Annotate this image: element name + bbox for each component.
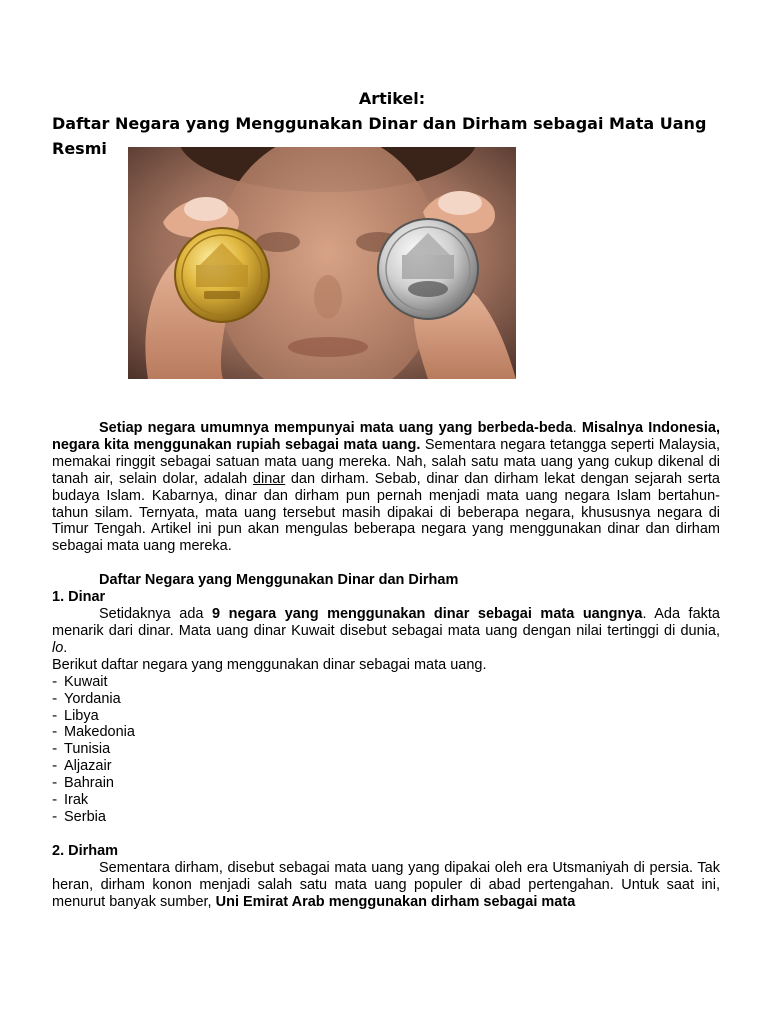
dinar-text-2: . Ada fakta menarik dari dinar. Mata uang dinar Kuwait disebut sebagai mata uang dengan nilai tertinggi di dunia, — [52, 606, 720, 639]
bullet-dash: - — [52, 707, 58, 724]
dirham-bold: Uni Emirat Arab menggunakan dirham sebagai mata — [215, 893, 576, 910]
country-name: Bahrain — [64, 775, 114, 792]
article-title: Daftar Negara yang Menggunakan Dinar dan Dirham sebagai Mata Uang Resmi — [52, 114, 707, 158]
country-name: Serbia — [64, 808, 106, 825]
country-list-item — [52, 809, 720, 826]
dirham-heading-text: 2. Dirham — [52, 842, 119, 859]
coins-photo — [128, 147, 516, 379]
section-title — [52, 572, 720, 589]
intro-text-1: . — [572, 420, 582, 436]
spacer — [52, 555, 720, 572]
country-list-item — [52, 792, 720, 809]
country-name: Irak — [64, 792, 89, 809]
country-name: Kuwait — [64, 673, 108, 690]
intro-bold-1: Setiap negara umumnya mempunyai mata uang yang berbeda-beda — [99, 420, 573, 436]
dinar-bold: 9 negara yang menggunakan dinar sebagai mata uangnya — [212, 606, 643, 623]
country-list-item — [52, 758, 720, 775]
country-list-item — [52, 775, 720, 792]
intro-text-3: dan dirham. Sebab, dinar dan dirham lekat dengan sejarah serta budaya Islam. Kabarnya, dinar dan dirham pun pernah menjadi mata uang negara Islam bertahun-tahun silam. Ternyata, mata uang tersebut masih dipakai di beberapa negara, khususnya negara di Timur Tengah. Artikel ini pun akan mengulas beberapa negara yang menggunakan dinar dan dirham sebagai mata uang mereka. — [52, 470, 720, 555]
country-list-item — [52, 724, 720, 741]
bullet-dash: - — [52, 808, 58, 825]
bullet-dash: - — [52, 741, 58, 758]
dinar-list-intro: Berikut daftar negara yang menggunakan dinar sebagai mata uang. — [52, 656, 487, 673]
bullet-dash: - — [52, 673, 58, 690]
bullet-dash: - — [52, 724, 58, 741]
country-list-item — [52, 691, 720, 708]
dinar-text-1: Setidaknya ada — [99, 606, 213, 623]
dinar-italic: lo — [52, 639, 64, 656]
article-label: Artikel: — [358, 89, 426, 108]
country-name: Tunisia — [64, 741, 111, 758]
country-name: Libya — [64, 707, 99, 724]
country-list-item — [52, 708, 720, 725]
intro-bold-2: Misalnya Indonesia, negara kita menggunakan rupiah sebagai mata uang. — [52, 420, 720, 453]
intro-paragraph — [52, 420, 720, 555]
bullet-dash: - — [52, 792, 58, 809]
bullet-dash: - — [52, 758, 58, 775]
dinar-heading-text: 1. Dinar — [52, 589, 106, 606]
country-name: Makedonia — [64, 724, 135, 741]
intro-text-2: Sementara negara tetangga seperti Malaysia, memakai ringgit sebagai satuan mata uang mereka. Nah, salah satu mata uang yang cukup dikenal di tanah air, selain dolar, adalah — [52, 436, 720, 487]
country-list-item — [52, 674, 720, 691]
article-body — [52, 420, 720, 910]
bullet-dash: - — [52, 775, 58, 792]
dinar-link[interactable]: dinar — [252, 470, 286, 487]
dinar-paragraph — [52, 606, 720, 657]
country-name: Aljazair — [64, 758, 112, 775]
section-title-text: Daftar Negara yang Menggunakan Dinar dan Dirham — [99, 572, 459, 589]
dirham-text-1: Sementara dirham, disebut sebagai mata uang yang dipakai oleh era Utsmaniyah di persia. Tak heran, dirham konon menjadi salah satu mata uang populer di abad pertengahan. Untuk saat ini, menurut banyak sumber, — [52, 859, 720, 910]
spacer — [52, 826, 720, 843]
bullet-dash: - — [52, 690, 58, 707]
dinar-text-3: . — [63, 639, 68, 656]
dirham-heading — [52, 843, 720, 860]
dinar-country-list — [52, 674, 720, 826]
country-name: Yordania — [64, 690, 121, 707]
dirham-paragraph — [52, 860, 720, 911]
dinar-heading — [52, 589, 720, 606]
country-list-item — [52, 741, 720, 758]
